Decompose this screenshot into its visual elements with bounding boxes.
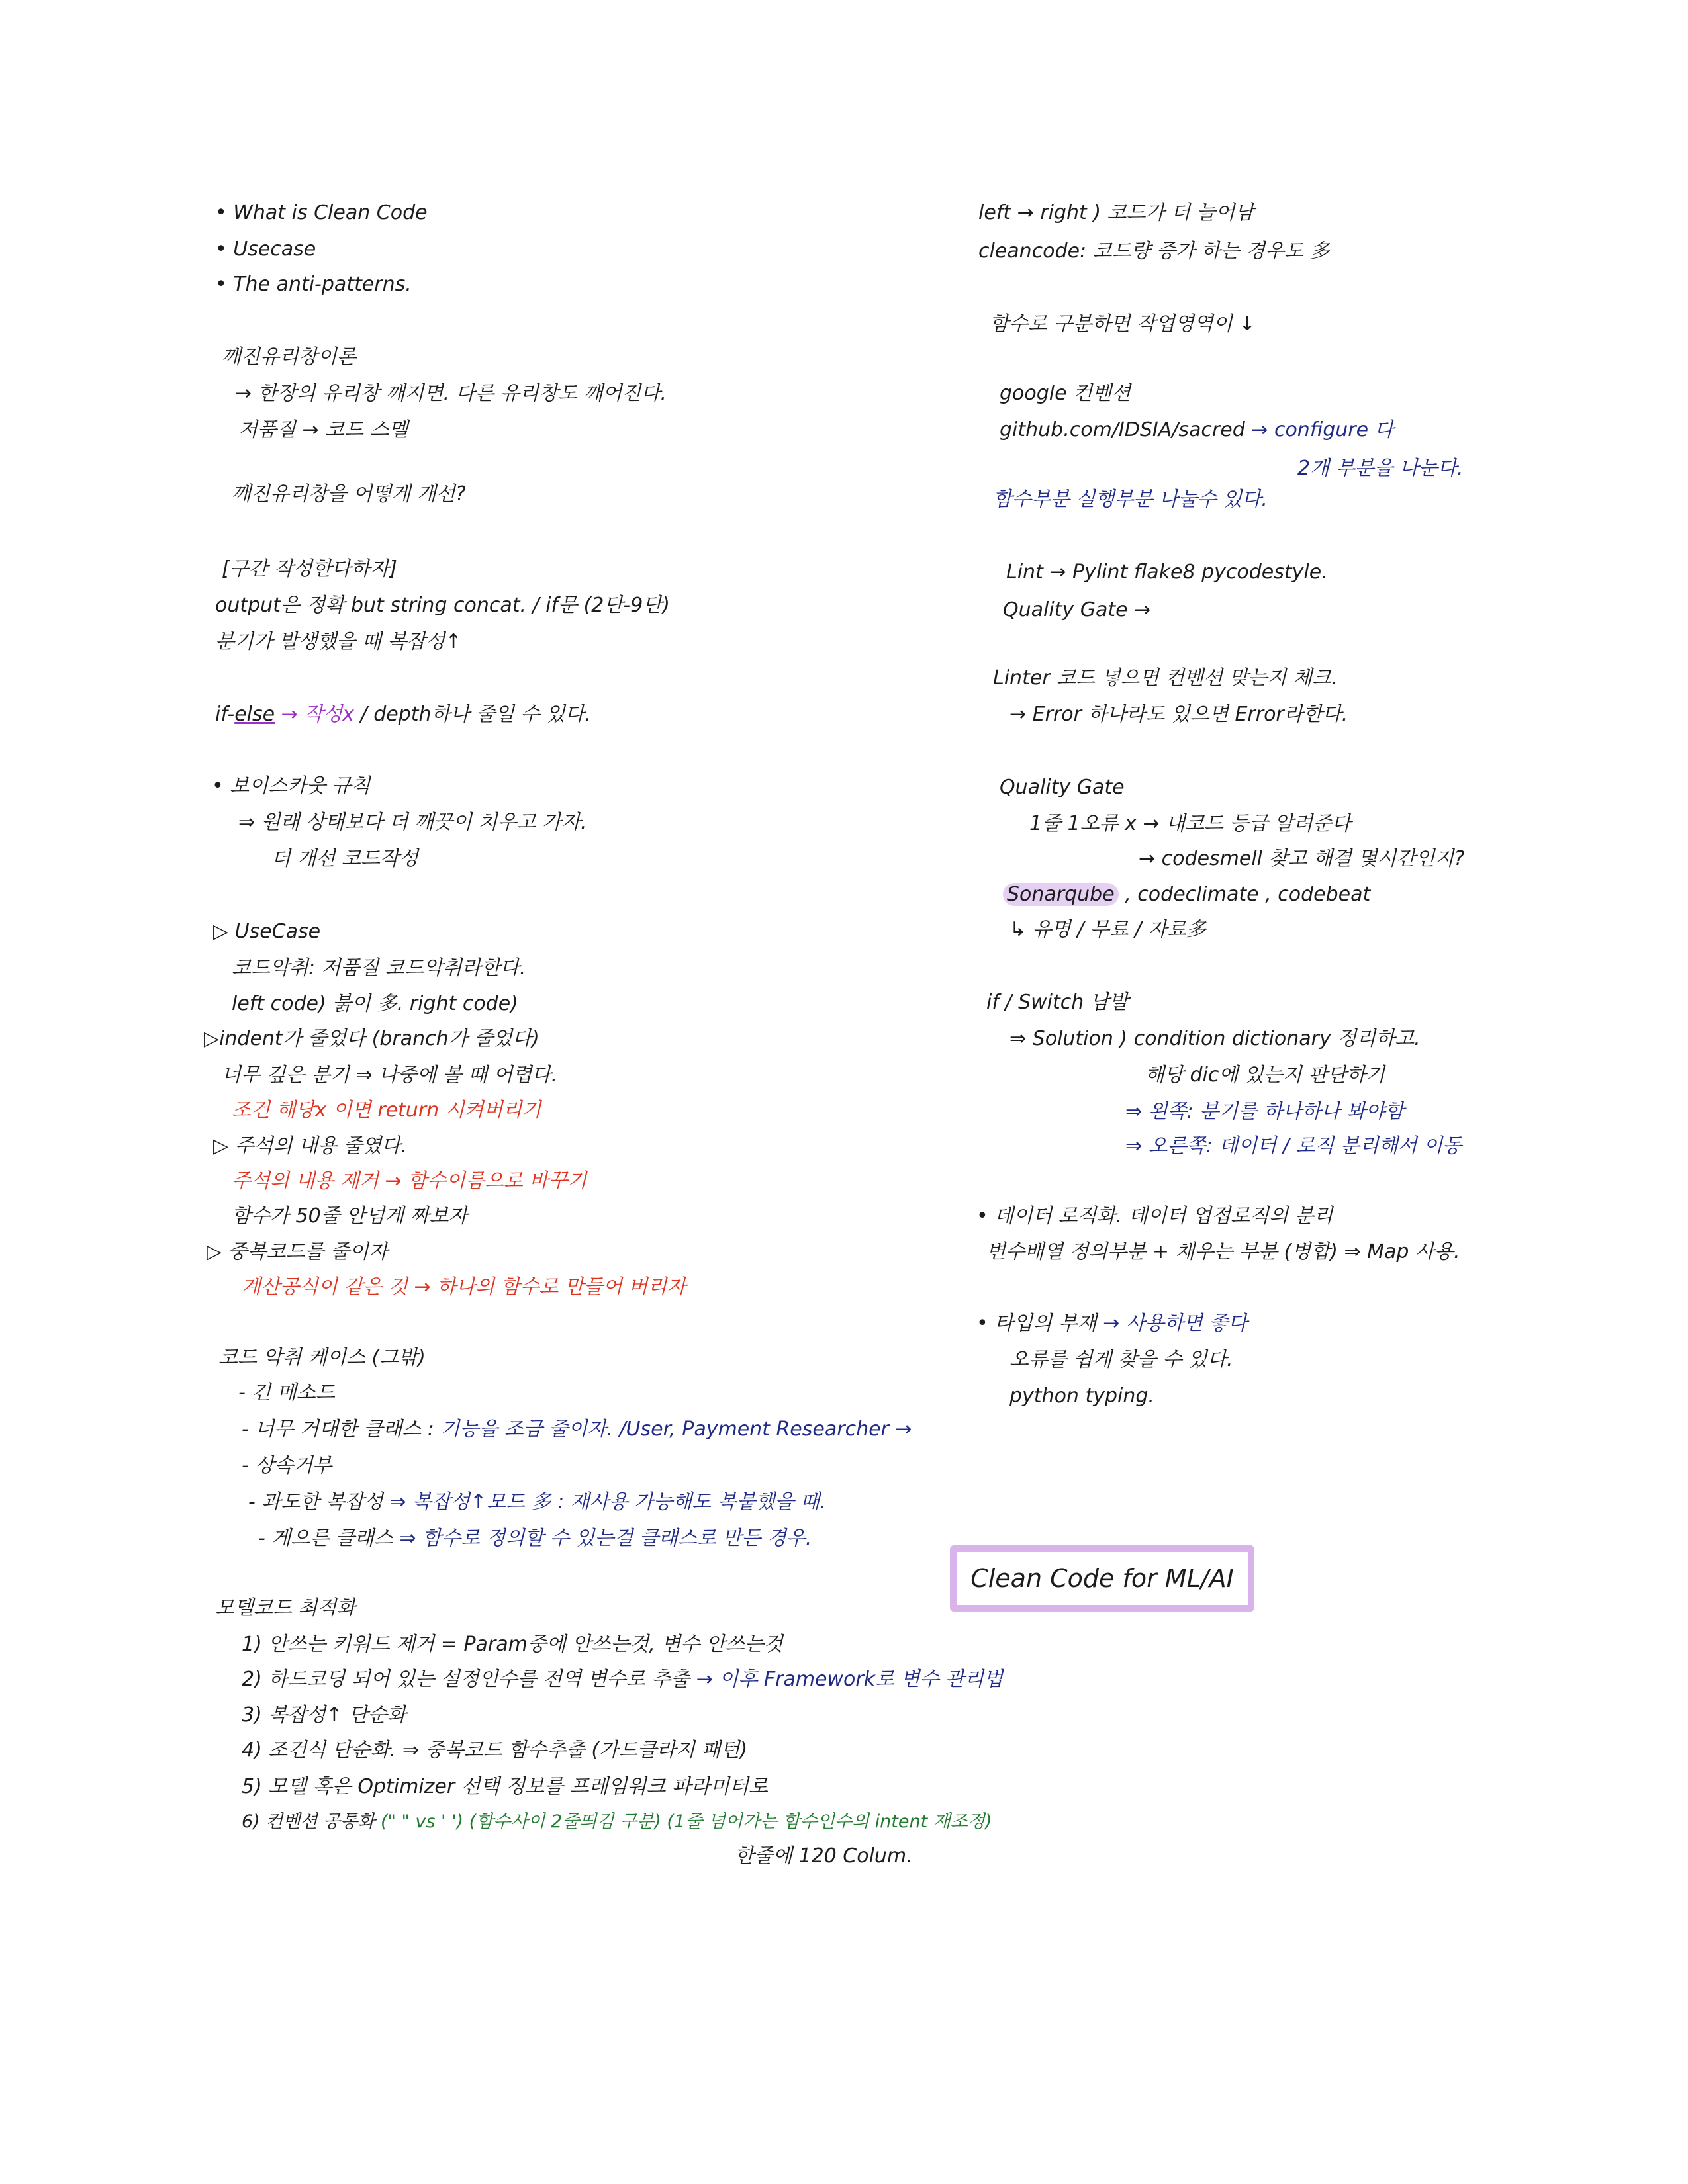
note-fragment: github.com/IDSIA/sacred bbox=[1000, 418, 1252, 441]
note-line: 깨진유리창이론 bbox=[222, 345, 356, 369]
note-line: 함수로 구분하면 작업영역이 ↓ bbox=[990, 312, 1256, 336]
note-line: google 컨벤션 bbox=[1000, 382, 1131, 405]
note-line bbox=[242, 1809, 992, 1835]
note-line: 코드악취: 저품질 코드악취라한다. bbox=[232, 956, 526, 979]
note-fragment: ⇒ 함수로 정의할 수 있는걸 클래스로 만든 경우. bbox=[399, 1527, 812, 1550]
note-line: 함수가 50줄 안넘게 짜보자 bbox=[232, 1205, 468, 1228]
note-line: 더 개선 코드작성 bbox=[271, 847, 418, 870]
note-line: ⇒ 원래 상태보다 더 깨끗이 치우고 가자. bbox=[238, 811, 587, 834]
note-fragment: • 타입의 부재 bbox=[976, 1312, 1103, 1335]
note-fragment: → 이후 Framework로 변수 관리법 bbox=[696, 1668, 1004, 1691]
note-line: 저품질 → 코드 스멜 bbox=[238, 418, 408, 441]
note-line: 깨진유리창을 어떻게 개선? bbox=[232, 482, 466, 506]
note-line: → codesmell 찾고 해결 몇시간인지? bbox=[1139, 847, 1465, 870]
note-line: ▷indent가 줄었다 (branch가 줄었다) bbox=[204, 1027, 539, 1050]
note-fragment: 기능을 조금 줄이자. /User, Payment Researcher → bbox=[440, 1418, 912, 1441]
note-line: cleancode: 코드량 증가 하는 경우도 多 bbox=[978, 240, 1330, 263]
note-fragment: - 게으른 클래스 bbox=[258, 1527, 400, 1550]
note-line: ↳ 유명 / 무료 / 자료多 bbox=[1009, 918, 1206, 941]
note-line: 4) 조건식 단순화. ⇒ 중복코드 함수추출 (가드클라지 패턴) bbox=[242, 1739, 748, 1762]
note-fragment: , codeclimate , codebeat bbox=[1118, 883, 1371, 906]
note-line: • 보이스카웃 규칙 bbox=[212, 774, 371, 797]
note-line: 분기가 발생했을 때 복잡성↑ bbox=[215, 630, 462, 653]
note-line bbox=[258, 1525, 812, 1552]
note-line: 주석의 내용 제거 → 함수이름으로 바꾸기 bbox=[232, 1169, 587, 1193]
note-line: • Usecase bbox=[215, 238, 316, 261]
note-line bbox=[242, 1416, 912, 1443]
note-line: - 상속거부 bbox=[242, 1454, 332, 1477]
note-line: 해당 dic에 있는지 판단하기 bbox=[1145, 1064, 1385, 1087]
title-label: Clean Code for ML/AI bbox=[950, 1545, 1254, 1612]
note-line: 5) 모델 혹은 Optimizer 선택 정보를 프레임워크 파라미터로 bbox=[242, 1775, 769, 1798]
note-line: 코드 악취 케이스 (그밖) bbox=[218, 1346, 426, 1369]
note-line: 계산공식이 같은 것 → 하나의 함수로 만들어 버리자 bbox=[242, 1275, 686, 1298]
note-fragment: (" " vs ' ') (함수사이 2줄띄김 구분) (1줄 넘어가는 함수인수의 intent 재조정) bbox=[380, 1811, 992, 1832]
note-line: ▷ UseCase bbox=[213, 920, 321, 943]
note-highlight: Sonarqube bbox=[1003, 883, 1119, 906]
note-line: 모델코드 최적화 bbox=[215, 1596, 356, 1619]
note-line: if / Switch 남발 bbox=[986, 991, 1129, 1014]
note-line bbox=[215, 702, 591, 728]
note-line: 조건 해당x 이면 return 시켜버리기 bbox=[232, 1099, 541, 1122]
note-line: • 데이터 로직화. 데이터 업접로직의 분리 bbox=[976, 1205, 1333, 1228]
note-fragment: → 작성x bbox=[275, 703, 355, 726]
note-line: ⇒ Solution ) condition dictionary 정리하고. bbox=[1009, 1027, 1421, 1050]
note-fragment: / depth하나 줄일 수 있다. bbox=[354, 703, 591, 726]
note-line bbox=[248, 1489, 826, 1516]
note-line: 함수부분 실행부분 나눌수 있다. bbox=[993, 488, 1268, 511]
note-fragment: → 사용하면 좋다 bbox=[1103, 1312, 1248, 1335]
note-line: ⇒ 오른쪽: 데이터 / 로직 분리해서 이동 bbox=[1125, 1134, 1462, 1158]
note-line: output은 정확 but string concat. / if문 (2단-9단) bbox=[215, 594, 670, 617]
note-line: → Error 하나라도 있으면 Error라한다. bbox=[1009, 703, 1348, 726]
note-line bbox=[242, 1666, 1003, 1693]
note-line: left → right ) 코드가 더 늘어남 bbox=[978, 201, 1254, 224]
note-fragment: if- bbox=[215, 703, 235, 726]
note-fragment: ⇒ 복잡성↑모드 多 : 재사용 가능해도 복붙했을 때. bbox=[389, 1490, 826, 1514]
note-line bbox=[976, 1310, 1247, 1337]
note-line: ⇒ 왼쪽: 분기를 하나하나 봐야함 bbox=[1125, 1100, 1405, 1123]
note-line bbox=[1000, 417, 1394, 443]
note-line: 3) 복잡성↑ 단순화 bbox=[242, 1704, 406, 1727]
note-line bbox=[1003, 882, 1370, 908]
note-line: Quality Gate bbox=[1000, 776, 1125, 799]
note-line: • What is Clean Code bbox=[215, 201, 428, 224]
note-line: 한줄에 120 Colum. bbox=[735, 1844, 913, 1868]
note-line: Quality Gate → bbox=[1003, 598, 1151, 621]
note-line: • The anti-patterns. bbox=[215, 273, 412, 296]
note-line: [구간 작성한다하자] bbox=[222, 557, 397, 580]
note-fragment: → configure 다 bbox=[1251, 418, 1394, 441]
note-line: 1) 안쓰는 키워드 제거 = Param중에 안쓰는것, 변수 안쓰는것 bbox=[242, 1633, 783, 1656]
note-line: ▷ 주석의 내용 줄였다. bbox=[213, 1134, 408, 1158]
note-fragment: 6) 컨벤션 공통화 bbox=[242, 1811, 381, 1832]
note-line: → 한장의 유리창 깨지면. 다른 유리창도 깨어진다. bbox=[235, 382, 667, 405]
note-fragment: - 과도한 복잡성 bbox=[248, 1490, 390, 1514]
note-line: 너무 깊은 분기 ⇒ 나중에 볼 때 어렵다. bbox=[222, 1064, 558, 1087]
note-line: left code) 붉이 多. right code) bbox=[232, 992, 518, 1015]
note-fragment: 2) 하드코딩 되어 있는 설정인수를 전역 변수로 추출 bbox=[242, 1668, 696, 1691]
note-line: 변수배열 정의부분 + 채우는 부분 (병합) ⇒ Map 사용. bbox=[986, 1240, 1460, 1263]
note-line: ▷ 중복코드를 줄이자 bbox=[207, 1240, 388, 1263]
note-line: Lint → Pylint flake8 pycodestyle. bbox=[1006, 561, 1328, 584]
note-line: 1줄 1오류 x → 내코드 등급 알려준다 bbox=[1029, 812, 1352, 835]
note-line: Linter 코드 넣으면 컨벤션 맞는지 체크. bbox=[993, 666, 1338, 690]
note-line: 2개 부분을 나눈다. bbox=[1297, 457, 1464, 480]
note-line: - 긴 메소드 bbox=[238, 1381, 335, 1404]
note-fragment: - 너무 거대한 클래스 : bbox=[242, 1418, 441, 1441]
note-highlight: else bbox=[234, 703, 275, 726]
note-line: python typing. bbox=[1009, 1385, 1154, 1408]
note-line: 오류를 쉽게 찾을 수 있다. bbox=[1009, 1348, 1233, 1371]
